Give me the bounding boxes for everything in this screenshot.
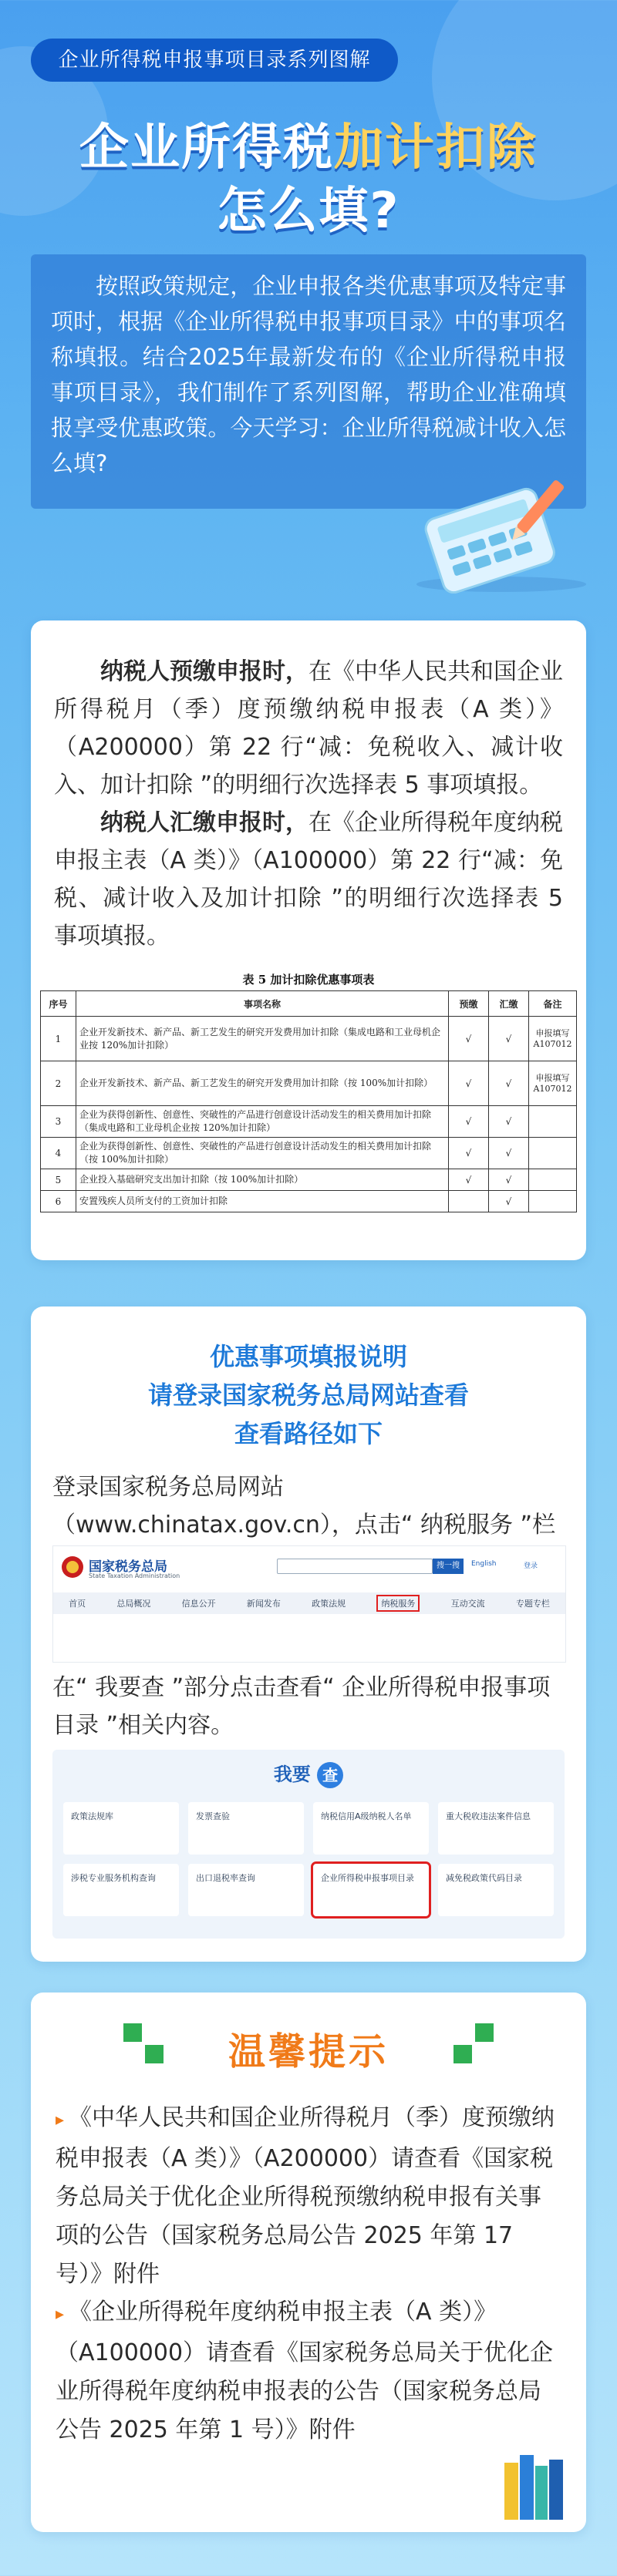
remark: 申报填写A107012 [529, 1017, 577, 1061]
filing-instructions-card [31, 620, 586, 1260]
reminder-text: 《中华人民共和国企业所得税月（季）度预缴纳税申报表（A 类）》（A200000）请查看《国家税务总局关于优化企业所得税预缴纳税申报有关事项的公告（国家税务总局公告 2025 年第 17 号）》附件 [56, 2104, 555, 2288]
remark [529, 1138, 577, 1169]
lookup-services-screenshot [52, 1750, 565, 1939]
series-tag: 企业所得税申报事项目录系列图解 [31, 39, 398, 82]
table-row [41, 1106, 577, 1138]
triangle-bullet-icon: ▸ [56, 2305, 65, 2324]
triangle-bullet-icon: ▸ [56, 2110, 65, 2130]
service-tile[interactable]: 重大税收违法案件信息 [438, 1802, 554, 1855]
prepay-check: √ [449, 1017, 489, 1061]
prepay-paragraph [54, 653, 563, 804]
remark [529, 1191, 577, 1212]
item-name: 企业为获得创新性、创意性、突破性的产品进行创意设计活动发生的相关费用加计扣除（按 100%加计扣除） [76, 1138, 449, 1169]
settle-lead: 纳税人汇缴申报时， [100, 809, 308, 836]
page-title-line2: 怎么填? [217, 183, 400, 240]
settle-paragraph [54, 804, 563, 955]
settle-check: √ [489, 1191, 529, 1212]
site-logo-text: 国家税务总局 [89, 1559, 167, 1575]
prepay-check [449, 1191, 489, 1212]
site-nav-bar [53, 1592, 565, 1614]
table-row [41, 1169, 577, 1191]
col-header: 汇缴 [489, 991, 529, 1017]
prepay-check: √ [449, 1138, 489, 1169]
settle-check: √ [489, 1169, 529, 1191]
table-row [41, 1138, 577, 1169]
site-english-link[interactable]: English [471, 1560, 497, 1568]
service-tile[interactable]: 减免税政策代码目录 [438, 1864, 554, 1916]
service-tile-eit-catalog[interactable]: 企业所得税申报事项目录 [313, 1864, 429, 1916]
prepay-check: √ [449, 1106, 489, 1138]
site-nav-item[interactable]: 首页 [69, 1599, 86, 1609]
intro-text: 按照政策规定，企业申报各类优惠事项及特定事项时，根据《企业所得税申报事项目录》中的事项名称填报。结合2025年最新发布的《企业所得税申报事项目录》，我们制作了系列图解，帮助企业准确填报享受优惠政策。今天学习：企业所得税减计收入怎么填? [31, 254, 586, 509]
remark [529, 1106, 577, 1138]
site-search-input[interactable] [277, 1559, 433, 1574]
prepay-check: √ [449, 1061, 489, 1106]
table-row [41, 1191, 577, 1212]
site-nav-item[interactable]: 专题专栏 [515, 1599, 550, 1609]
site-nav-item[interactable]: 政策法规 [312, 1599, 346, 1609]
reminder-item [56, 2099, 561, 2294]
col-header: 备注 [529, 991, 577, 1017]
service-grid [63, 1802, 554, 1916]
prepay-text: 在《中华人民共和国企业所得税月（季）度预缴纳税申报表（A 类）》（A200000）第 22 行“减：免税收入、减计收入、加计扣除 ”的明细行次选择表 5 事项填报。 [54, 658, 563, 799]
col-header: 序号 [41, 991, 76, 1017]
service-tile[interactable]: 涉税专业服务机构查询 [63, 1864, 179, 1916]
prepay-check: √ [449, 1169, 489, 1191]
site-search-button[interactable]: 搜一搜 [433, 1559, 464, 1574]
service-tile[interactable]: 纳税信用A级纳税人名单 [313, 1802, 429, 1855]
site-nav-item[interactable]: 总局概况 [116, 1599, 151, 1609]
item-name: 企业为获得创新性、创意性、突破性的产品进行创意设计活动发生的相关费用加计扣除（集成电路和工业母机企业按 120%加计扣除） [76, 1106, 449, 1138]
item-name: 安置残疾人员所支付的工资加计扣除 [76, 1191, 449, 1212]
notice-heading: 优惠事项填报说明 [209, 1342, 407, 1371]
settle-check: √ [489, 1061, 529, 1106]
site-nav-item[interactable]: 信息公开 [181, 1599, 216, 1609]
row-number: 2 [41, 1061, 76, 1106]
settle-text: 在《企业所得税年度纳税申报主表（A 类）》（A100000）第 22 行“减：免税、减计收入及加计扣除 ”的明细行次选择表 5 事项填报。 [54, 809, 563, 950]
deduction-items-table [40, 990, 577, 1212]
remark [529, 1169, 577, 1191]
table-row [41, 1017, 577, 1061]
notice-heading: 请登录国家税务总局网站查看 [147, 1380, 469, 1410]
service-tile[interactable]: 出口退税率查询 [188, 1864, 304, 1916]
table-title: 表 5 加计扣除优惠事项表 [242, 973, 375, 987]
lookup-section-title [52, 1759, 565, 1788]
site-nav-item[interactable]: 互动交流 [450, 1599, 485, 1609]
site-login-link[interactable]: 登录 [524, 1562, 538, 1570]
step-one-text: 登录国家税务总局网站（www.chinatax.gov.cn），点击“ 纳税服务 ”栏 [52, 1474, 556, 1539]
reminder-text: 《企业所得税年度纳税申报主表（A 类）》（A100000）请查看《国家税务总局关于优化企业所得税年度纳税申报表的公告（国家税务总局公告 2025 年第 1 号）》附件 [56, 2299, 554, 2443]
item-name: 企业开发新技术、新产品、新工艺发生的研究开发费用加计扣除（按 100%加计扣除） [76, 1061, 449, 1106]
row-number: 6 [41, 1191, 76, 1212]
site-logo-sub: State Taxation Administration [89, 1572, 180, 1579]
col-header: 预缴 [449, 991, 489, 1017]
title-part1: 企业所得税 [79, 119, 334, 177]
table-header-row [41, 991, 577, 1017]
books-icon [501, 2447, 571, 2521]
lookup-title-badge: 查 [317, 1762, 343, 1788]
row-number: 1 [41, 1017, 76, 1061]
page-title [0, 108, 617, 179]
lookup-title-text: 我要 [273, 1764, 311, 1785]
remark: 申报填写A107012 [529, 1061, 577, 1106]
emblem-icon [61, 1555, 84, 1579]
row-number: 4 [41, 1138, 76, 1169]
settle-check: √ [489, 1017, 529, 1061]
prepay-lead: 纳税人预缴申报时， [100, 658, 308, 685]
reminder-item [56, 2293, 561, 2450]
step-two-text: 在“ 我要查 ”部分点击查看“ 企业所得税申报事项目录 ”相关内容。 [52, 1674, 551, 1739]
item-name: 企业投入基础研究支出加计扣除（按 100%加计扣除） [76, 1169, 449, 1191]
warm-reminder-card [31, 1993, 586, 2532]
title-highlight: 加计扣除 [334, 119, 538, 177]
row-number: 3 [41, 1106, 76, 1138]
warm-reminder-title: 温馨提示 [228, 2030, 389, 2073]
col-header: 事项名称 [76, 991, 449, 1017]
lookup-path-card [31, 1306, 586, 1962]
row-number: 5 [41, 1169, 76, 1191]
table-row [41, 1061, 577, 1106]
service-tile[interactable]: 政策法规库 [63, 1802, 179, 1855]
calculator-illustration [401, 478, 594, 594]
site-nav-item-tax-service[interactable]: 纳税服务 [376, 1595, 420, 1612]
settle-check: √ [489, 1106, 529, 1138]
service-tile[interactable]: 发票查验 [188, 1802, 304, 1855]
item-name: 企业开发新技术、新产品、新工艺发生的研究开发费用加计扣除（集成电路和工业母机企业按 120%加计扣除） [76, 1017, 449, 1061]
settle-check: √ [489, 1138, 529, 1169]
chinatax-site-screenshot [52, 1545, 566, 1663]
notice-heading: 查看路径如下 [234, 1419, 383, 1448]
site-nav-item[interactable]: 新闻发布 [246, 1599, 281, 1609]
